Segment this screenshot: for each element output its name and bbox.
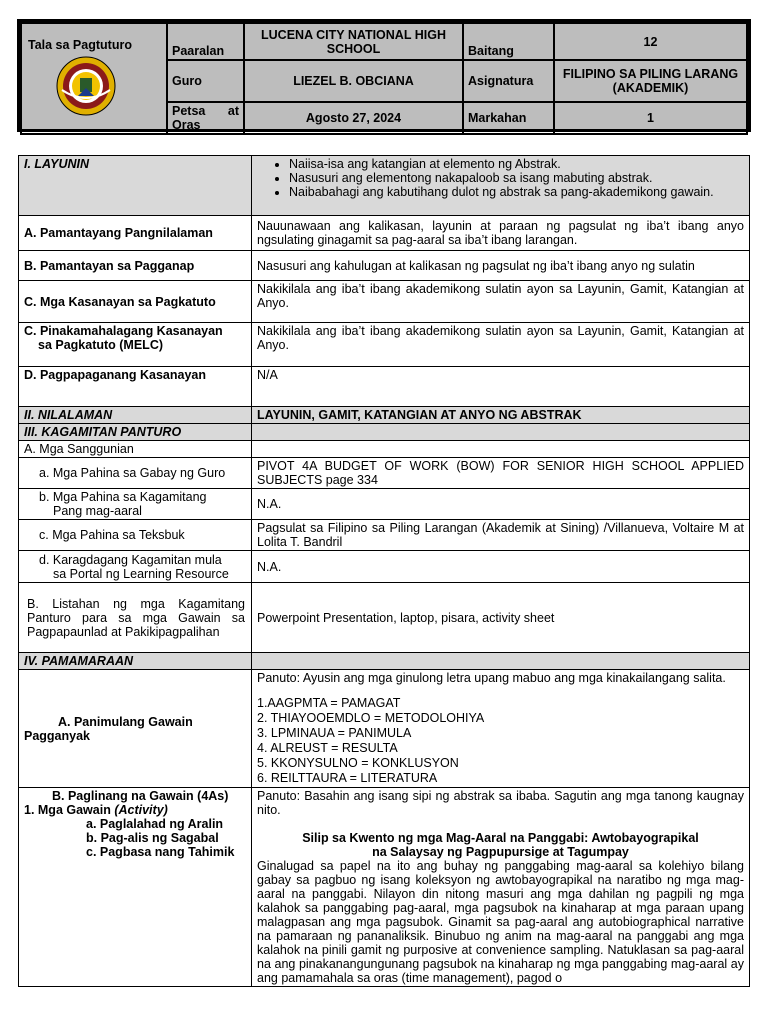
kagamitang-label-line1: b. Mga Pahina sa Kagamitang (39, 490, 207, 504)
baitang-value: 12 (554, 23, 747, 60)
abstrak-title: Silip sa Kwento ng mga Mag-Aaral na Panggabi: Awtobayograpikal na Salaysay ng Pagpupursige at Tagumpay (302, 831, 699, 859)
layunin-objectives (252, 156, 750, 216)
teksbuk-value: Pagsulat sa Filipino sa Piling Larangan (Akademik at Sining) /Villanueva, Voltaire M at Lolita T. Bandril (252, 520, 750, 551)
listahan-label: B. Listahan ng mga Kagamitang Panturo para sa mga Gawain sa Pagpapaunlad at Pakikipagpalihan (19, 583, 252, 653)
jumbled-word: 1.AAGPMTA = PAMAGAT (257, 696, 401, 710)
jumbled-word: 3. LPMINAUA = PANIMULA (257, 726, 412, 740)
kagamitan-title: III. KAGAMITAN PANTURO (19, 424, 252, 441)
paaralan-label: Paaralan (167, 23, 244, 60)
karagdagang-kagamitan-value: N.A. (252, 551, 750, 583)
tala-label: Tala sa Pagtuturo (28, 38, 132, 52)
layunin-title: I. LAYUNIN (19, 156, 252, 216)
pamantayan-pagganap-label: B. Pamantayan sa Pagganap (19, 251, 252, 281)
kasanayan-pagkatuto-label: C. Mga Kasanayan sa Pagkatuto (19, 281, 252, 323)
jumbled-word: 5. KKONYSULNO = KONKLUSYON (257, 756, 459, 770)
panimulang-gawain-content (252, 670, 750, 788)
melc-value: Nakikilala ang iba’t ibang akademikong sulatin ayon sa Layunin, Gamit, Katangian at Anyo. (252, 323, 750, 367)
pamamaraan-empty (252, 653, 750, 670)
objective-item: • Nasusuri ang elementong nakapaloob sa isang mabuting abstrak. (289, 171, 744, 185)
karagdagang-kagamitan-label (19, 551, 252, 583)
paglinang-gawain-label (19, 788, 252, 987)
paglinang-gawain-content (252, 788, 750, 987)
activity-label: (Activity) (114, 803, 168, 817)
petsa-label (167, 102, 244, 134)
at-word: at (227, 104, 239, 118)
pamantayan-pagganap-value: Nasusuri ang kahulugan at kalikasan ng pagsulat ng iba’t ibang anyo ng sulatin (252, 251, 750, 281)
nilalaman-value: LAYUNIN, GAMIT, KATANGIAN AT ANYO NG ABSTRAK (252, 407, 750, 424)
karagdagang-label-line2: sa Portal ng Learning Resource (53, 566, 229, 581)
pamantayang-pangnilalaman-value: Nauunawaan ang kalikasan, layunin at paraan ng pagsulat ng iba’t ibang anyo ngsulating ginagamit sa pag-aaral sa iba’t ibang larangan. (252, 216, 750, 251)
petsa-value: Agosto 27, 2024 (244, 102, 463, 134)
sanggunian-empty (252, 441, 750, 458)
kagamitan-empty (252, 424, 750, 441)
paglinang-title: B. Paglinang na Gawain (4As) (52, 789, 229, 803)
pagpapaganang-kasanayan-value: N/A (252, 367, 750, 407)
objective-item: • Naiisa-isa ang katangian at elemento ng Abstrak. (289, 157, 744, 171)
sub-item: c. Pagbasa nang Tahimik (86, 845, 235, 859)
kasanayan-pagkatuto-value: Nakikilala ang iba’t ibang akademikong sulatin ayon sa Layunin, Gamit, Katangian at Anyo. (252, 281, 750, 323)
panimula-panuto: Panuto: Ayusin ang mga ginulong letra upang mabuo ang mga kinakailangang salita. (257, 671, 726, 685)
panimulang-gawain-label (19, 670, 252, 788)
paglinang-panuto: Panuto: Basahin ang isang sipi ng abstrak sa ibaba. Sagutin ang mga tanong kaugnay nito. (257, 789, 744, 817)
pamamaraan-title: IV. PAMAMARAAN (19, 653, 252, 670)
school-seal-icon (56, 56, 116, 116)
jumbled-word: 4. ALREUST = RESULTA (257, 741, 398, 755)
kagamitang-mag-aaral-label (19, 489, 252, 520)
guro-label: Guro (167, 60, 244, 102)
kagamitang-label-line2: Pang mag-aaral (53, 504, 142, 518)
markahan-label: Markahan (463, 102, 554, 134)
header-table (20, 22, 748, 135)
nilalaman-title: II. NILALAMAN (19, 407, 252, 424)
asignatura-value: FILIPINO SA PILING LARANG (AKADEMIK) (554, 60, 747, 102)
karagdagang-label-line1: d. Karagdagang Kagamitan mula (39, 552, 222, 567)
jumbled-word: 6. REILTTAURA = LITERATURA (257, 771, 438, 785)
pamantayang-pangnilalaman-label: A. Pamantayang Pangnilalaman (19, 216, 252, 251)
listahan-value: Powerpoint Presentation, laptop, pisara, activity sheet (252, 583, 750, 653)
abstrak-body: Ginalugad sa papel na ito ang buhay ng panggabing mag-aaral sa kolehiyo bilang gabay sa pagbuo ng isang koleksyon ng awtobayograpikal na naratibo ng mga mag-aaral na panggabi. Nilayon din nitong masuri ang mga dahilan ng pagpili ng mga kalahok sa panggabing pag-aaral, mga pagsubok na kinaharap at mga paraan upang malagpasan ang mga pagsubok. Ginamit sa pag-aaral ang autobiographical narrative na pamaraan ng pananaliksik. Binubuo ng anim na mag-aaral na panggabi ang mga kalahok na pinili gamit ng purposive at convenience sampling. Natuklasan sa pag-aaral na ang pinakanangungunang pagsubok na kinaharap ng mga panggabing mag-aaral ay ang pamamahala sa oras (time management), pagod o (257, 859, 744, 985)
panimulang-gawain-line1: A. Panimulang Gawain (58, 714, 193, 729)
sub-item: b. Pag-alis ng Sagabal (86, 831, 219, 845)
baitang-label: Baitang (463, 23, 554, 60)
paaralan-value: LUCENA CITY NATIONAL HIGH SCHOOL (244, 23, 463, 60)
mga-gawain-label: 1. Mga Gawain (24, 803, 111, 817)
melc-label-line1: C. Pinakamahalagang Kasanayan (24, 324, 223, 338)
melc-label-line2: sa Pagkatuto (MELC) (38, 338, 164, 352)
gabay-guro-value: PIVOT 4A BUDGET OF WORK (BOW) FOR SENIOR HIGH SCHOOL APPLIED SUBJECTS page 334 (252, 458, 750, 489)
melc-label (19, 323, 252, 367)
header-logo-cell (21, 23, 167, 134)
lesson-plan-header (17, 19, 751, 132)
asignatura-label: Asignatura (463, 60, 554, 102)
markahan-value: 1 (554, 102, 747, 134)
pagpapaganang-kasanayan-label: D. Pagpapaganang Kasanayan (19, 367, 252, 407)
kagamitang-mag-aaral-value: N.A. (252, 489, 750, 520)
oras-word: Oras (172, 118, 201, 132)
gabay-guro-label: a. Mga Pahina sa Gabay ng Guro (19, 458, 252, 489)
petsa-word: Petsa (172, 104, 206, 118)
teksbuk-label: c. Mga Pahina sa Teksbuk (19, 520, 252, 551)
panimulang-gawain-line2: Pagganyak (24, 728, 91, 743)
objective-item: • Naibabahagi ang kabutihang dulot ng abstrak sa pang-akademikong gawain. (289, 185, 744, 199)
lesson-plan-table (18, 155, 750, 987)
guro-value: LIEZEL B. OBCIANA (244, 60, 463, 102)
jumbled-word: 2. THIAYOOEMDLO = METODOLOHIYA (257, 711, 485, 725)
sanggunian-label: A. Mga Sanggunian (19, 441, 252, 458)
sub-item: a. Paglalahad ng Aralin (86, 817, 224, 831)
